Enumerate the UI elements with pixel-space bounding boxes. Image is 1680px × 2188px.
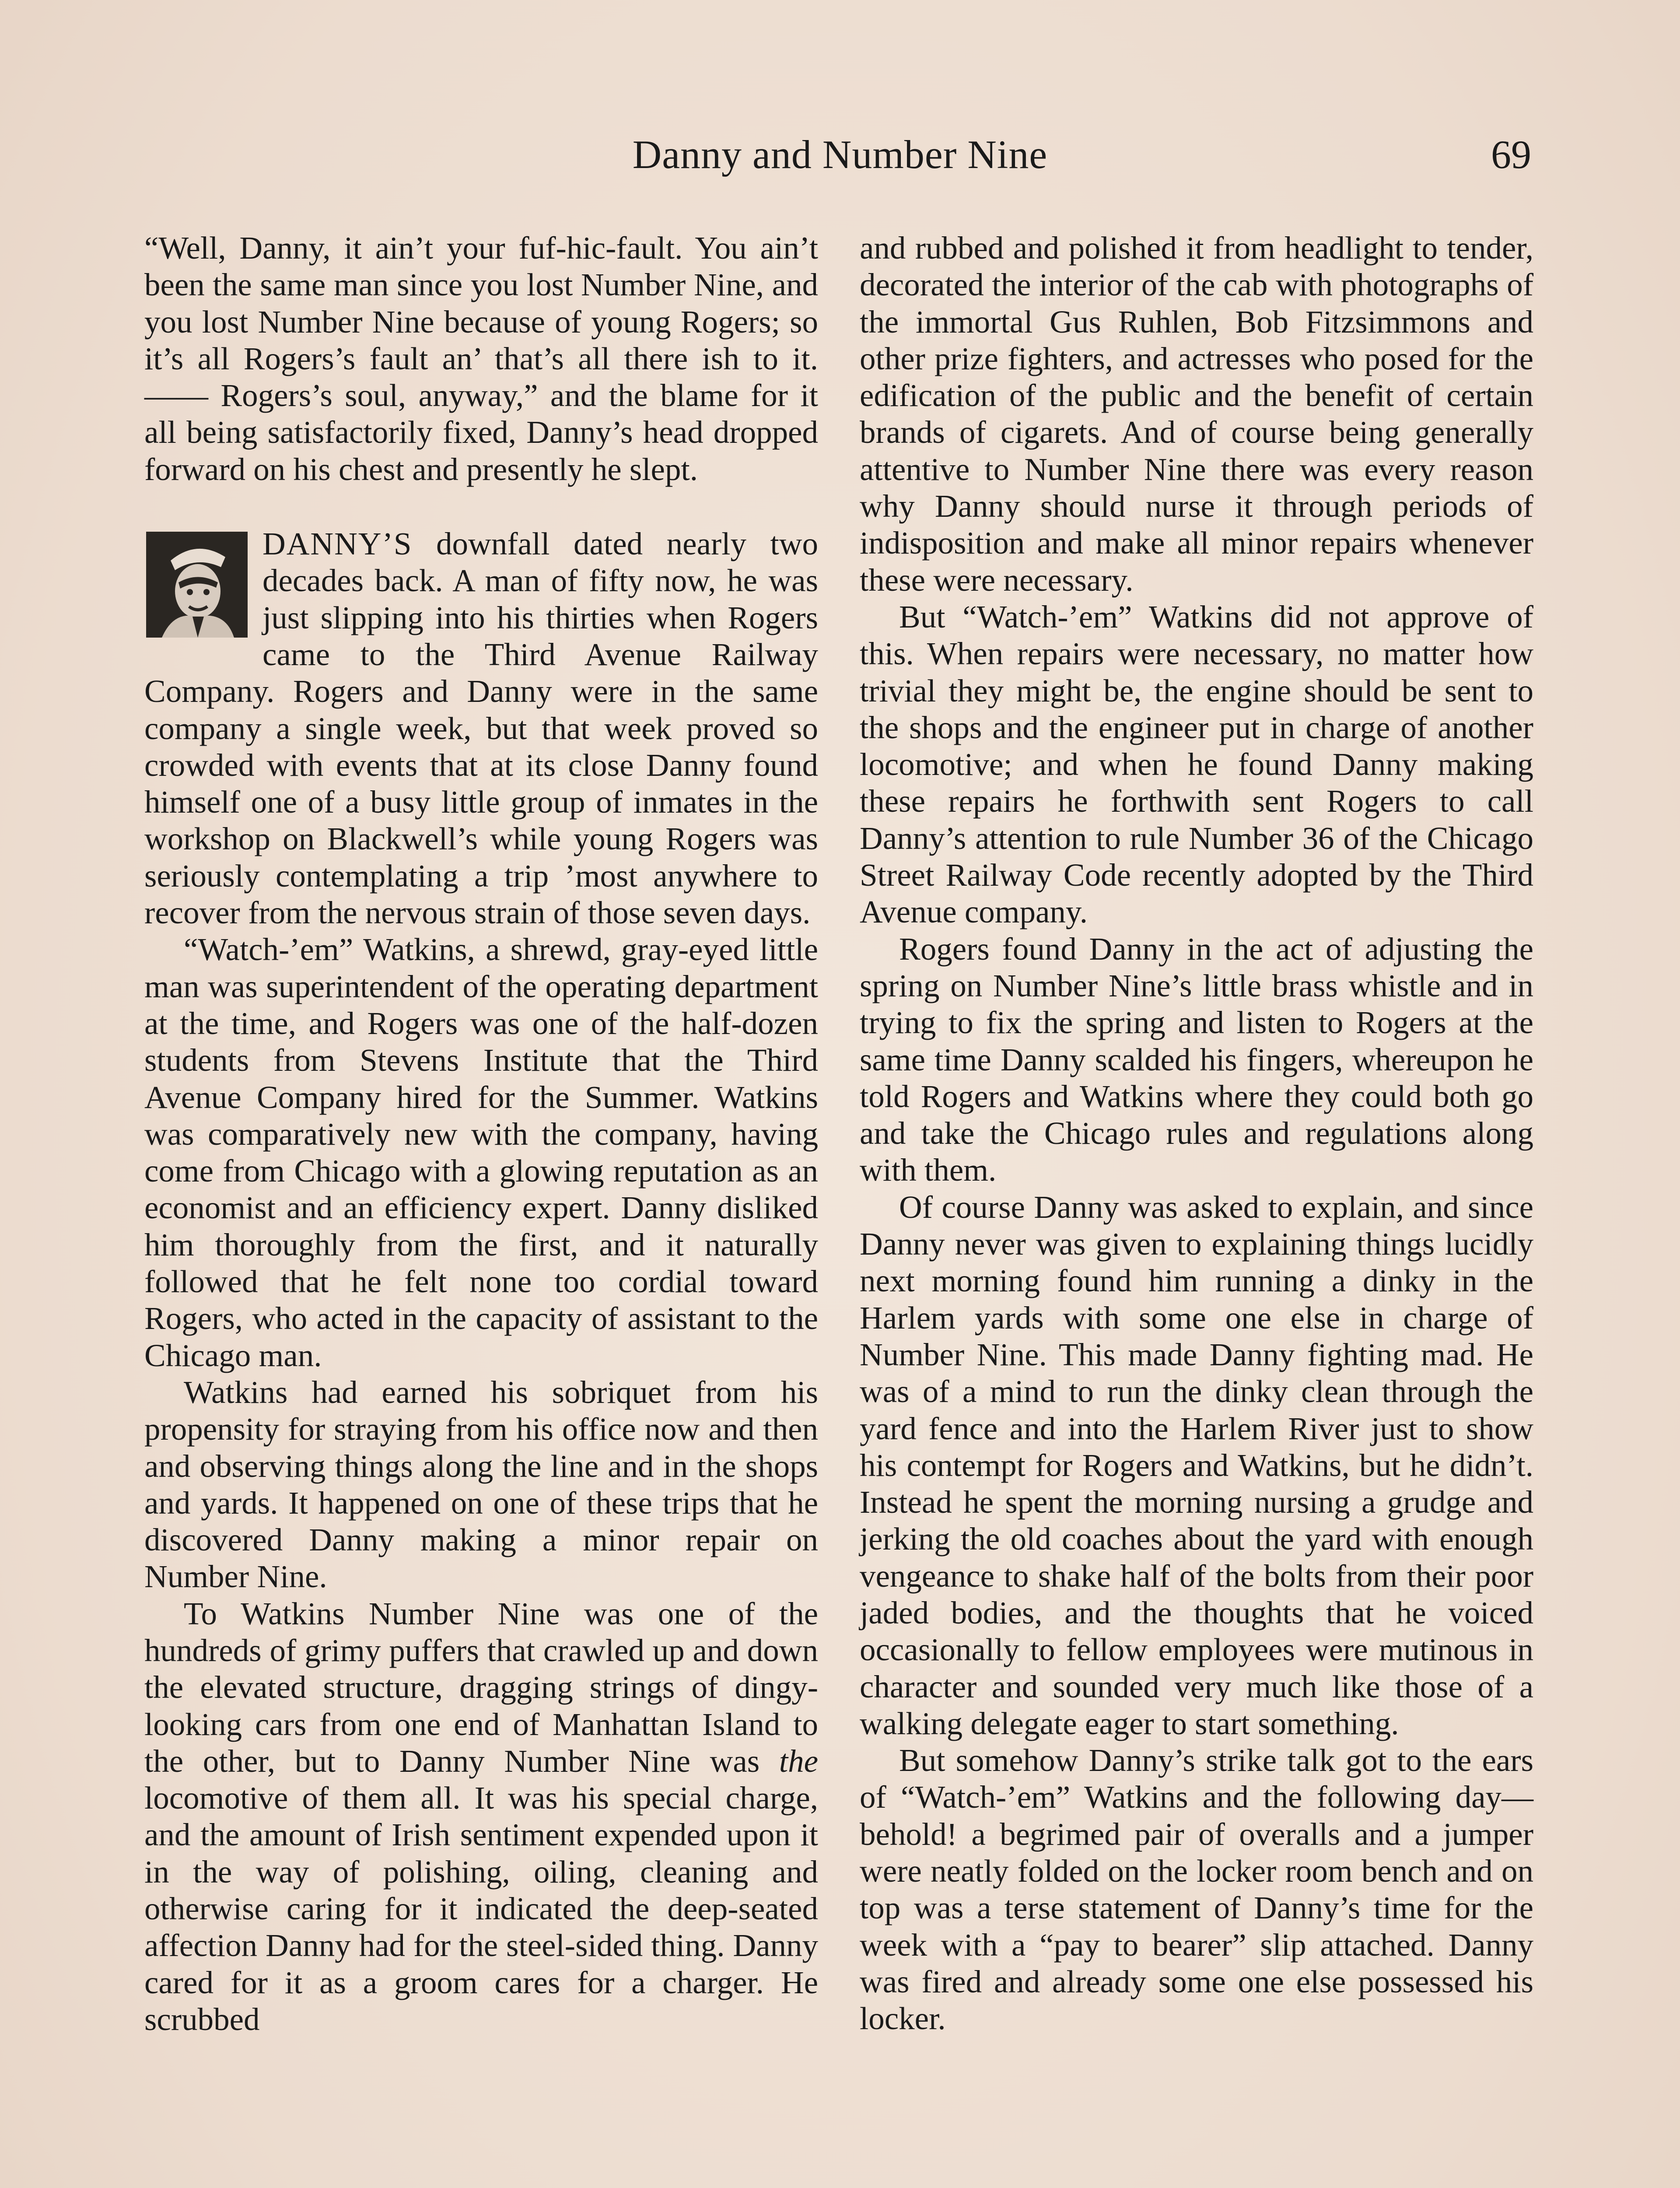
paragraph-text: locomotive of them all. It was his special charge, and the amount of Irish sentiment expended upon it in the way of polishing, oiling, cleaning and otherwise caring for it indicated the deep-seated affection Danny had for the steel-sided thing. Danny cared for it as a groom cares for a charger. He scrubbed (144, 1780, 818, 2037)
dropcap-paragraph (144, 526, 818, 931)
dropcap-portrait-icon (144, 530, 249, 639)
running-head (144, 131, 1544, 193)
paragraph-text: downfall dated nearly two decades back. A man of fifty now, he was just slipping into his thirties when Rogers came to the Third Avenue Railway Company. Rogers and Danny were in the same company a single week, but that week proved so crowded with events that at its close Danny found himself one of a busy little group of inmates in the workshop on Blackwell’s while young Rogers was seriously contemplating a trip ’most anywhere to recover from the nervous strain of those seven days. (144, 526, 818, 931)
paragraph-text: To Watkins Number Nine was one of the hundreds of grimy puffers that crawled up and down the elevated structure, dragging strings of dingy-looking cars from one end of Manhattan Island to the other, but to Danny Number Nine was (144, 1595, 818, 1779)
paragraph: “Well, Danny, it ain’t your fuf-hic-fault. You ain’t been the same man since you lost Number Nine, and you lost Number Nine because of young Rogers; so it’s all Rogers’s fault an’ that’s all there ish to it. —— Rogers’s soul, anyway,” and the blame for it all being satisfactorily fixed, Danny’s head dropped forward on his chest and presently he slept. (144, 230, 818, 487)
paragraph: Watkins had earned his sobriquet from his propensity for straying from his office now and then and observing things along the line and in the shops and yards. It happened on one of these trips that he discovered Danny making a minor repair on Number Nine. (144, 1374, 818, 1595)
paragraph: “Watch-’em” Watkins, a shrewd, gray-eyed little man was superintendent of the operating department at the time, and Rogers was one of the half-dozen students from Stevens Institute that the Third Avenue Company hired for the Summer. Watkins was comparatively new with the company, having come from Chicago with a glowing reputation as an economist and an efficiency expert. Danny disliked him thoroughly from the first, and it naturally followed that he felt none too cordial toward Rogers, who acted in the capacity of assistant to the Chicago man. (144, 932, 818, 1373)
left-column (144, 230, 818, 2038)
paragraph: and rubbed and polished it from headlight to tender, decorated the interior of the cab with photographs of the immortal Gus Ruhlen, Bob Fitzsimmons and other prize fighters, and actresses who posed for the edification of the public and the benefit of certain brands of cigarets. And of course being generally attentive to Number Nine there was every reason why Danny should nurse it through periods of indisposition and make all minor repairs whenever these were necessary. (860, 230, 1533, 598)
paragraph: But somehow Danny’s strike talk got to the ears of “Watch-’em” Watkins and the following day—behold! a begrimed pair of overalls and a jumper were neatly folded on the locker room bench and on top was a terse statement of Danny’s time for the week with a “pay to bearer” slip attached. Danny was fired and already some one else possessed his locker. (860, 1743, 1533, 2037)
paragraph: Of course Danny was asked to explain, and since Danny never was given to explaining things lucidly next morning found him running a dinky in the Harlem yards with some one else in charge of Number Nine. This made Danny fighting mad. He was of a mind to run the dinky clean through the yard fence and into the Harlem River just to show his contempt for Rogers and Watkins, but he didn’t. Instead he spent the morning nursing a grudge and jerking the old coaches about the yard with enough vengeance to shake half of the bolts from their poor jaded bodies, and the thoughts that he voiced occasionally to fellow employees were mutinous in character and sounded very much like those of a walking delegate eager to start something. (860, 1189, 1533, 1741)
emphasis: the (779, 1743, 818, 1779)
paragraph: But “Watch-’em” Watkins did not approve of this. When repairs were necessary, no matter how trivial they might be, the engine should be sent to the shops and the engineer put in charge of another locomotive; and when he found Danny making these repairs he forthwith sent Rogers to call Danny’s attention to rule Number 36 of the Chicago Street Railway Code recently adopted by the Third Avenue company. (860, 599, 1533, 930)
dropcap-lead: DANNY’S (262, 526, 413, 562)
paragraph (144, 1595, 818, 2038)
running-title: Danny and Number Nine (632, 132, 1048, 177)
paragraph: Rogers found Danny in the act of adjusting the spring on Number Nine’s little brass whistle and in trying to fix the spring and listen to Rogers at the same time Danny scalded his fingers, whereupon he told Rogers and Watkins where they could both go and take the Chicago rules and regulations along with them. (860, 931, 1533, 1188)
page-number: 69 (1491, 132, 1531, 177)
right-column (860, 230, 1533, 2037)
